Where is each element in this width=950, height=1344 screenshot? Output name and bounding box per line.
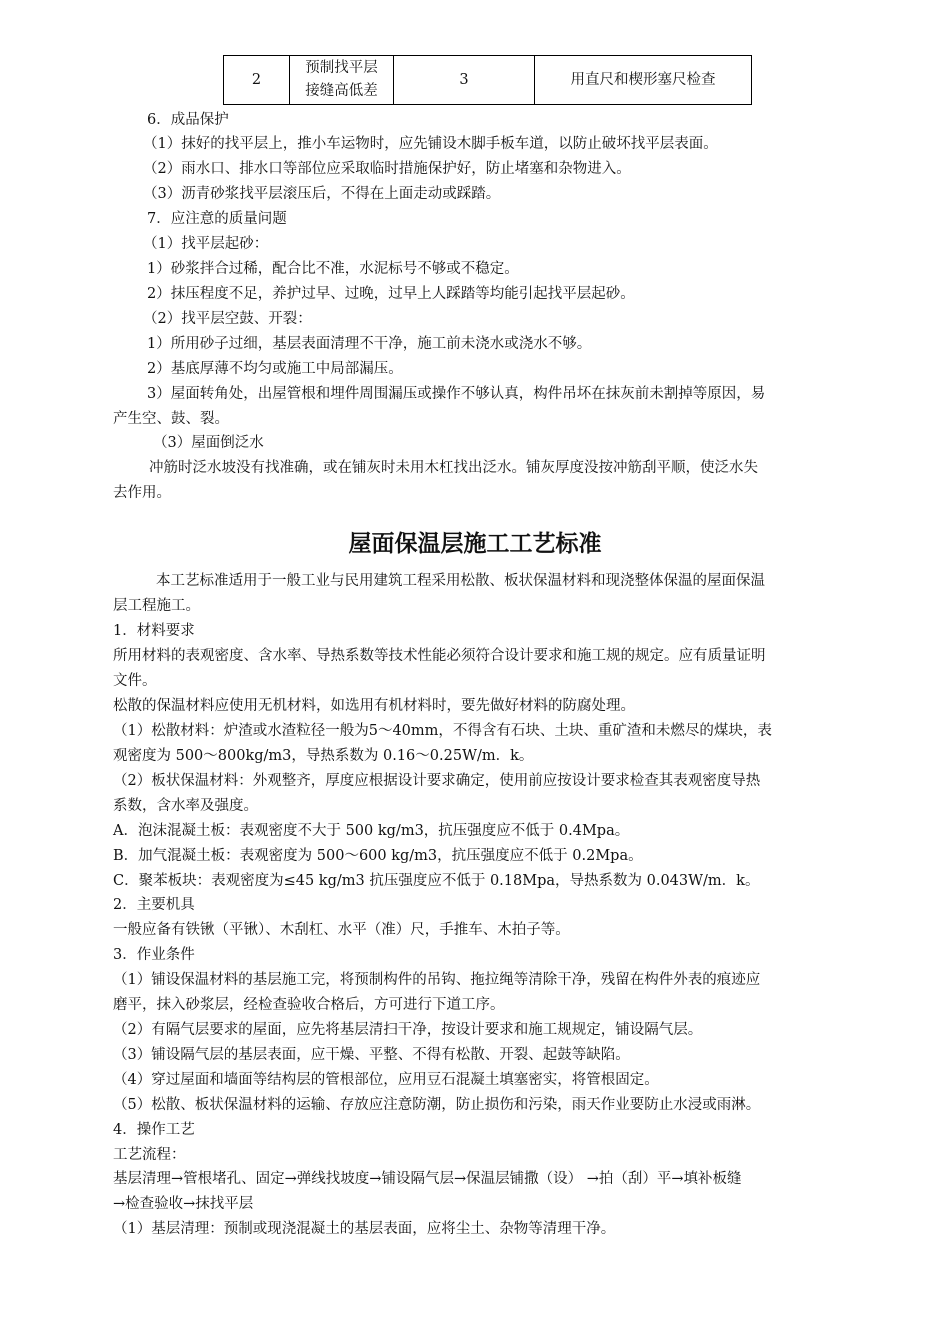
table-cell: 预制找平层 接缝高低差	[290, 56, 394, 105]
process-flow-line: 基层清理→管根堵孔、固定→弹线找坡度→铺设隔气层→保温层铺撒（设） →拍（刮）平→填补板缝	[113, 1171, 742, 1187]
paragraph-line: （1）找平层起砂：	[143, 236, 269, 252]
heading-quality-issues: 7．应注意的质量问题	[147, 211, 287, 227]
paragraph-line: 本工艺标准适用于一般工业与民用建筑工程采用松散、板状保温材料和现浇整体保温的屋面保温	[156, 573, 765, 589]
paragraph-line: （3）沥青砂浆找平层滚压后，不得在上面走动或踩踏。	[143, 186, 501, 202]
paragraph-line: （2）板状保温材料：外观整齐，厚度应根据设计要求确定，使用前应按设计要求检查其表观密度导热	[113, 773, 761, 789]
paragraph-line: 观密度为 500～800kg/m3，导热系数为 0.16～0.25W/m．k。	[113, 748, 534, 764]
heading-main-tools: 2．主要机具	[113, 897, 195, 913]
paragraph-line: 文件。	[113, 673, 157, 689]
heading-work-conditions: 3．作业条件	[113, 947, 195, 963]
table-row	[224, 56, 752, 105]
paragraph-line: 2）抹压程度不足，养护过早、过晚，过早上人踩踏等均能引起找平层起砂。	[147, 286, 635, 302]
paragraph-line: A．泡沫混凝土板：表观密度不大于 500 kg/m3，抗压强度应不低于 0.4Mpa。	[113, 823, 630, 839]
paragraph-line: （2）找平层空鼓、开裂：	[143, 311, 312, 327]
heading-materials: 1．材料要求	[113, 623, 195, 639]
paragraph-line: 3）屋面转角处，出屋管根和埋件周围漏压或操作不够认真，构件吊坏在抹灰前未割掉等原因，易	[147, 386, 766, 402]
paragraph-line: 2）基底厚薄不均匀或施工中局部漏压。	[147, 361, 403, 377]
paragraph-line: 磨平，抹入砂浆层，经检查验收合格后，方可进行下道工序。	[113, 997, 505, 1013]
paragraph-line: 产生空、鼓、裂。	[113, 411, 229, 427]
paragraph-line: C．聚苯板块：表观密度为≤45 kg/m3 抗压强度应不低于 0.18Mpa，导热系数为 0.043W/m．k。	[113, 873, 760, 889]
paragraph-line: B．加气混凝土板：表观密度为 500～600 kg/m3，抗压强度应不低于 0.2Mpa。	[113, 848, 643, 864]
paragraph-line: 松散的保温材料应使用无机材料，如选用有机材料时，要先做好材料的防腐处理。	[113, 698, 635, 714]
paragraph-line: （1）铺设保温材料的基层施工完，将预制构件的吊钩、拖拉绳等清除干净，残留在构件外表的痕迹应	[113, 972, 761, 988]
paragraph-line: 去作用。	[113, 485, 171, 501]
table-cell: 3	[394, 56, 535, 105]
paragraph-line: （5）松散、板状保温材料的运输、存放应注意防潮，防止损伤和污染，雨天作业要防止水浸或雨淋。	[113, 1097, 761, 1113]
table-cell: 用直尺和楔形塞尺检查	[535, 56, 752, 105]
paragraph-line: 冲筋时泛水坡没有找准确，或在铺灰时未用木杠找出泛水。铺灰厚度没按冲筋刮平顺，使泛水失	[149, 460, 758, 476]
tolerance-table	[223, 55, 752, 105]
paragraph-line: （3）屋面倒泛水	[153, 435, 264, 451]
heading-finished-product-protection: 6．成品保护	[147, 112, 229, 128]
process-flow-line: →检查验收→抹找平层	[113, 1196, 254, 1212]
paragraph-line: （1）松散材料：炉渣或水渣粒径一般为5～40mm，不得含有石块、土块、重矿渣和未燃尽的煤块，表	[113, 723, 772, 739]
paragraph-line: 1）砂浆拌合过稀，配合比不准，水泥标号不够或不稳定。	[147, 261, 519, 277]
table-cell: 2	[224, 56, 290, 105]
heading-operation-process: 4．操作工艺	[113, 1122, 195, 1138]
paragraph-line: （1）抹好的找平层上，推小车运物时，应先铺设木脚手板车道，以防止破坏找平层表面。	[143, 136, 718, 152]
paragraph-line: （2）雨水口、排水口等部位应采取临时措施保护好，防止堵塞和杂物进入。	[143, 161, 631, 177]
paragraph-line: （2）有隔气层要求的屋面，应先将基层清扫干净，按设计要求和施工规规定，铺设隔气层。	[113, 1022, 703, 1038]
paragraph-line: 层工程施工。	[113, 598, 200, 614]
paragraph-line: 一般应备有铁锹（平锹）、木刮杠、水平（准）尺，手推车、木拍子等。	[113, 922, 570, 938]
paragraph-line: 1）所用砂子过细，基层表面清理不干净，施工前未浇水或浇水不够。	[147, 336, 592, 352]
paragraph-line: （3）铺设隔气层的基层表面，应干燥、平整、不得有松散、开裂、起鼓等缺陷。	[113, 1047, 630, 1063]
section-title: 屋面保温层施工工艺标准	[348, 531, 602, 557]
paragraph-line: 工艺流程：	[113, 1147, 186, 1163]
paragraph-line: （4）穿过屋面和墙面等结构层的管根部位，应用豆石混凝土填塞密实，将管根固定。	[113, 1072, 659, 1088]
paragraph-line: 所用材料的表观密度、含水率、导热系数等技术性能必须符合设计要求和施工规的规定。应有质量证明	[113, 648, 766, 664]
paragraph-line: 系数，含水率及强度。	[113, 798, 258, 814]
paragraph-line: （1）基层清理：预制或现浇混凝土的基层表面，应将尘土、杂物等清理干净。	[113, 1221, 616, 1237]
